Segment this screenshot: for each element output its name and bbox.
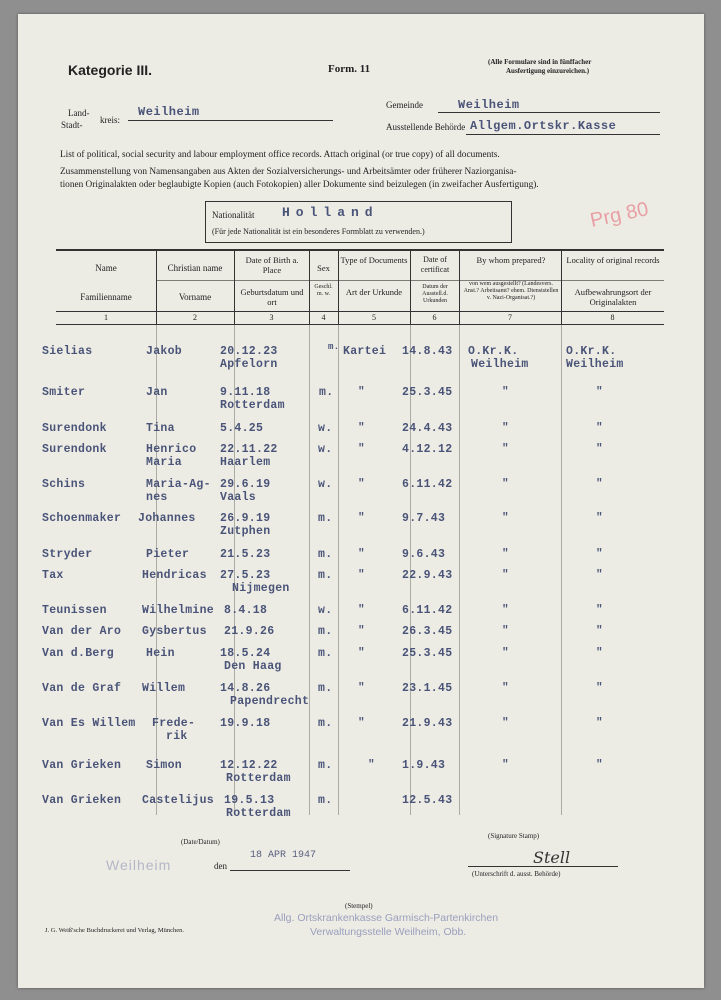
cell-loc: " xyxy=(596,682,603,694)
cell-sex: m. xyxy=(318,512,333,525)
cell-doc: " xyxy=(358,443,365,455)
cell-doc: " xyxy=(358,569,365,581)
cell-first: Wilhelmine xyxy=(142,604,215,617)
cell-first-2: Maria xyxy=(146,456,183,469)
col-2-de: Vorname xyxy=(178,292,212,302)
cell-sex: m. xyxy=(318,759,333,772)
cell-name: Van Es Willem xyxy=(42,717,136,730)
cell-by: " xyxy=(502,512,509,524)
cell-by: " xyxy=(502,625,509,637)
cell-place: Rotterdam xyxy=(226,807,291,820)
col-3-en: Date of Birth a. Place xyxy=(245,255,299,275)
cell-sex: m. xyxy=(318,647,333,660)
cell-name: Van der Aro xyxy=(42,625,122,638)
cell-name: Surendonk xyxy=(42,443,107,456)
cell-by: O.Kr.K. xyxy=(468,345,519,358)
behoerde-value: Allgem.Ortskr.Kasse xyxy=(470,119,617,133)
behoerde-label: Ausstellende Behörde xyxy=(386,122,466,132)
cell-place: Haarlem xyxy=(220,456,271,469)
cell-by: " xyxy=(502,647,509,659)
kreis-label: kreis: xyxy=(100,115,120,125)
col-1-de: Familienname xyxy=(80,292,132,302)
cell-place: Rotterdam xyxy=(226,772,291,785)
col-5-de: Art der Urkunde xyxy=(345,287,403,297)
cell-by: " xyxy=(502,478,509,490)
cell-date: 9.7.43 xyxy=(402,512,446,525)
cell-date: 25.3.45 xyxy=(402,647,453,660)
cell-birth: 5.4.25 xyxy=(220,422,264,435)
col-8-en: Locality of original records xyxy=(566,255,660,265)
col-7-en: By whom prepared? xyxy=(476,255,546,265)
cell-loc: " xyxy=(596,759,603,771)
cell-place: Rotterdam xyxy=(220,399,285,412)
col-2-num: 2 xyxy=(193,313,197,322)
cell-name: Schoenmaker xyxy=(42,512,122,525)
cell-loc: " xyxy=(596,647,603,659)
cell-name: Tax xyxy=(42,569,64,582)
nationality-value: Holland xyxy=(282,205,379,220)
col-8-num: 8 xyxy=(610,313,615,322)
cell-doc: " xyxy=(358,548,365,560)
cell-doc: Kartei xyxy=(343,345,387,358)
gemeinde-label: Gemeinde xyxy=(386,100,423,110)
col-6-num: 6 xyxy=(432,313,437,322)
signature-sub-label: (Unterschrift d. ausst. Behörde) xyxy=(472,870,561,878)
gemeinde-value: Weilheim xyxy=(458,98,520,112)
col-1-en: Name xyxy=(95,263,117,273)
cell-loc: " xyxy=(596,478,603,490)
header-note-2: Ausfertigung einzureichen.) xyxy=(506,67,590,75)
cell-first: Castelijus xyxy=(142,794,215,807)
cell-sex: m. xyxy=(318,625,333,638)
cell-sex: m. xyxy=(318,717,333,730)
signature: Stell xyxy=(533,848,571,867)
cell-first: Jan xyxy=(146,386,168,399)
cell-by: " xyxy=(502,443,509,455)
cell-by-2: Weilheim xyxy=(471,358,529,371)
col-3-num: 3 xyxy=(269,313,274,322)
col-3-de: Geburtsdatum und ort xyxy=(240,287,304,307)
cell-date: 1.9.43 xyxy=(402,759,446,772)
cell-birth: 26.9.19 xyxy=(220,512,271,525)
cell-date: 26.3.45 xyxy=(402,625,453,638)
cell-name: Van d.Berg xyxy=(42,647,115,660)
cell-first: Simon xyxy=(146,759,183,772)
cell-first-2: rik xyxy=(166,730,188,743)
cell-name: Teunissen xyxy=(42,604,107,617)
cell-birth: 12.12.22 xyxy=(220,759,278,772)
cell-by: " xyxy=(502,548,509,560)
cell-birth: 18.5.24 xyxy=(220,647,271,660)
cell-name: Van Grieken xyxy=(42,794,122,807)
cell-loc: " xyxy=(596,548,603,560)
cell-birth: 19.5.13 xyxy=(224,794,275,807)
cell-name: Smiter xyxy=(42,386,86,399)
cell-place: Apfelorn xyxy=(220,358,278,371)
cell-date: 22.9.43 xyxy=(402,569,453,582)
stempel-label: (Stempel) xyxy=(345,902,373,910)
col-4-de: Geschl. m. w. xyxy=(314,284,333,297)
cell-first: Gysbertus xyxy=(142,625,207,638)
cell-doc: " xyxy=(358,386,365,398)
office-stamp-line-1: Allg. Ortskrankenkasse Garmisch-Partenkirchen xyxy=(274,912,499,924)
den-label: den xyxy=(214,861,227,871)
kreis-value: Weilheim xyxy=(138,105,200,119)
col-6-de: Datum der Ausstell.d. Urkunden xyxy=(422,284,448,304)
cell-sex: m. xyxy=(328,342,340,352)
cell-place: Vaals xyxy=(220,491,257,504)
form-page xyxy=(18,14,704,988)
form-number: Form. 11 xyxy=(328,63,371,75)
cell-first: Tina xyxy=(146,422,175,435)
cell-birth: 21.9.26 xyxy=(224,625,275,638)
cell-doc: " xyxy=(358,478,365,490)
col-5-num: 5 xyxy=(372,313,376,322)
cell-doc: " xyxy=(358,512,365,524)
cell-birth: 20.12.23 xyxy=(220,345,278,358)
cell-date: 14.8.43 xyxy=(402,345,453,358)
col-7-de: von wem ausgestellt? (Landesvers. Anst.? Arbeitsamt? ehem. Dienststellen v. Nazi-Organisat.?) xyxy=(463,281,559,301)
cell-loc-2: Weilheim xyxy=(566,358,624,371)
cell-date: 4.12.12 xyxy=(402,443,453,456)
cell-place: Papendrecht xyxy=(230,695,310,708)
cell-doc: " xyxy=(368,759,375,771)
cell-date: 21.9.43 xyxy=(402,717,453,730)
cell-sex: w. xyxy=(318,443,333,456)
cell-sex: w. xyxy=(318,478,333,491)
cell-by: " xyxy=(502,759,509,771)
signature-label: (Signature Stamp) xyxy=(488,832,540,840)
cell-doc: " xyxy=(358,625,365,637)
cell-by: " xyxy=(502,682,509,694)
col-4-en: Sex xyxy=(317,263,330,273)
cell-place: Den Haag xyxy=(224,660,282,673)
cell-date: 23.1.45 xyxy=(402,682,453,695)
cell-name: Sielias xyxy=(42,345,93,358)
cell-loc: " xyxy=(596,512,603,524)
nationality-note: (Für jede Nationalität ist ein besonderes Formblatt zu verwenden.) xyxy=(212,227,425,236)
cell-birth: 27.5.23 xyxy=(220,569,271,582)
place-stamp: Weilheim xyxy=(106,857,172,873)
cell-date: 12.5.43 xyxy=(402,794,453,807)
cell-date: 6.11.42 xyxy=(402,604,453,617)
cell-name: Surendonk xyxy=(42,422,107,435)
cell-first: Willem xyxy=(142,682,186,695)
cell-date: 9.6.43 xyxy=(402,548,446,561)
cell-first: Hein xyxy=(146,647,175,660)
cell-by: " xyxy=(502,569,509,581)
cell-place: Nijmegen xyxy=(232,582,290,595)
col-1-num: 1 xyxy=(104,313,108,322)
cell-loc: " xyxy=(596,625,603,637)
cell-first: Hendricas xyxy=(142,569,207,582)
cell-birth: 9.11.18 xyxy=(220,386,271,399)
cell-date: 6.11.42 xyxy=(402,478,453,491)
category-title: Kategorie III. xyxy=(68,62,153,78)
intro-english: List of political, social security and labour employment office records. Attach original (or true copy) of all documents. xyxy=(60,150,500,160)
cell-date: 25.3.45 xyxy=(402,386,453,399)
cell-place: Zutphen xyxy=(220,525,271,538)
land-label: Land- xyxy=(68,108,90,118)
cell-first: Henrico xyxy=(146,443,197,456)
cell-birth: 8.4.18 xyxy=(224,604,268,617)
cell-loc: " xyxy=(596,443,603,455)
cell-date: 24.4.43 xyxy=(402,422,453,435)
cell-first: Jakob xyxy=(146,345,183,358)
header-note-1: (Alle Formulare sind in fünffacher xyxy=(488,58,592,66)
cell-loc: " xyxy=(596,386,603,398)
cell-first: Maria-Ag- xyxy=(146,478,211,491)
cell-name: Schins xyxy=(42,478,86,491)
nationality-label: Nationalität xyxy=(212,210,255,220)
cell-birth: 22.11.22 xyxy=(220,443,278,456)
cell-loc: " xyxy=(596,569,603,581)
cell-name: Van de Graf xyxy=(42,682,122,695)
stadt-label: Stadt- xyxy=(61,120,83,130)
records-table xyxy=(18,14,704,988)
cell-sex: m. xyxy=(318,569,333,582)
cell-sex: m. xyxy=(318,548,333,561)
printer-imprint: J. G. Weiß'sche Buchdruckerei und Verlag, München. xyxy=(45,927,185,934)
cell-birth: 21.5.23 xyxy=(220,548,271,561)
cell-first-2: nes xyxy=(146,491,168,504)
col-6-en: Date of certificat xyxy=(420,255,450,274)
col-8-de: Aufbewahrungsort der Originalakten xyxy=(574,287,652,307)
cell-doc: " xyxy=(358,717,365,729)
cell-doc: " xyxy=(358,604,365,616)
intro-german-2: tionen Originalakten oder beglaubigte Kopien (auch Fotokopien) aller Dokumente sind beizulegen (in zweifacher Ausfertigung). xyxy=(60,180,539,190)
cell-sex: m. xyxy=(318,794,333,807)
cell-first: Johannes xyxy=(138,512,196,525)
col-2-en: Christian name xyxy=(167,263,223,273)
col-7-num: 7 xyxy=(508,313,512,322)
cell-loc: " xyxy=(596,604,603,616)
cell-sex: m. xyxy=(318,682,333,695)
cell-by: " xyxy=(502,386,509,398)
cell-birth: 19.9.18 xyxy=(220,717,271,730)
cell-loc: O.Kr.K. xyxy=(566,345,617,358)
cell-by: " xyxy=(502,717,509,729)
cell-doc: " xyxy=(358,682,365,694)
date-label: (Date/Datum) xyxy=(181,838,220,846)
cell-birth: 14.8.26 xyxy=(220,682,271,695)
red-pencil-mark: Prg 80 xyxy=(588,198,651,232)
cell-doc: " xyxy=(358,422,365,434)
office-stamp-line-2: Verwaltungsstelle Weilheim, Obb. xyxy=(310,926,467,938)
col-4-num: 4 xyxy=(321,313,326,322)
cell-name: Van Grieken xyxy=(42,759,122,772)
cell-sex: w. xyxy=(318,422,333,435)
cell-name: Stryder xyxy=(42,548,93,561)
intro-german-1: Zusammenstellung von Namensangaben aus Akten der Sozialversicherungs- und Arbeitsämter oder früherer Naziorganisa- xyxy=(60,167,517,177)
cell-by: " xyxy=(502,604,509,616)
cell-first: Pieter xyxy=(146,548,190,561)
cell-loc: " xyxy=(596,717,603,729)
col-5-en: Type of Documents xyxy=(340,255,408,265)
cell-first: Frede- xyxy=(152,717,196,730)
cell-doc: " xyxy=(358,647,365,659)
cell-loc: " xyxy=(596,422,603,434)
cell-sex: m. xyxy=(319,386,334,399)
date-stamp: 18 APR 1947 xyxy=(250,850,317,861)
cell-birth: 29.6.19 xyxy=(220,478,271,491)
cell-by: " xyxy=(502,422,509,434)
cell-sex: w. xyxy=(318,604,333,617)
